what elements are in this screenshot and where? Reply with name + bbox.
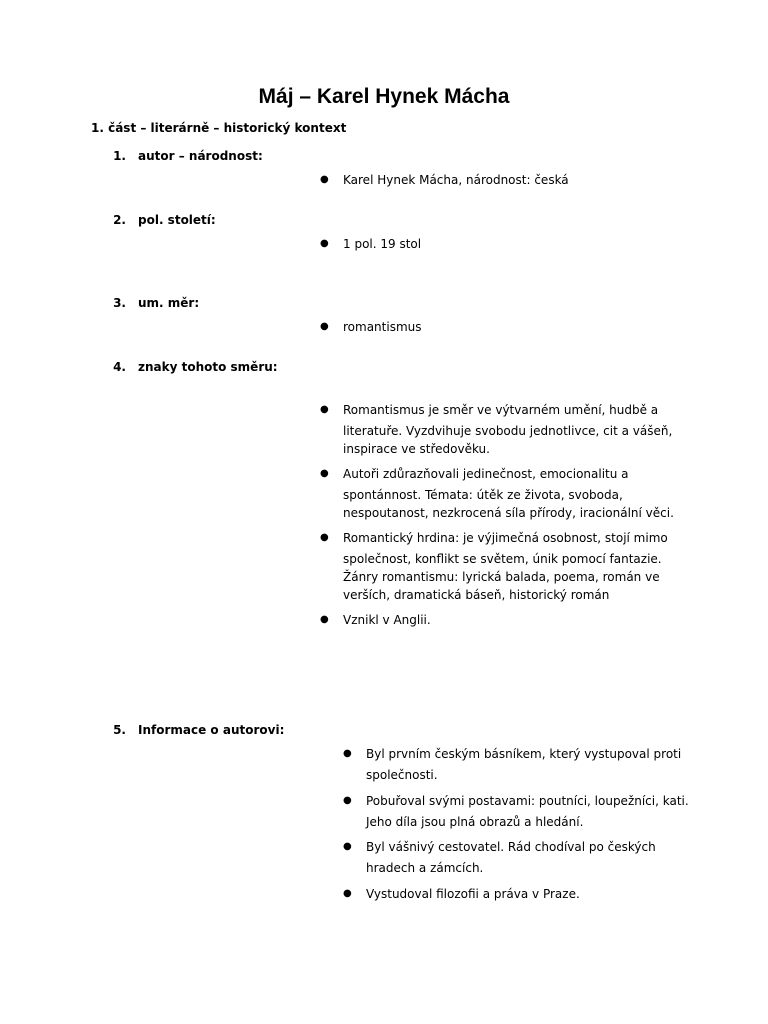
list-item: Vznikl v Anglii. <box>343 613 431 627</box>
section-label: Informace o autorovi: <box>138 723 285 737</box>
part-heading: 1. část – literárně – historický kontext <box>91 121 347 135</box>
bullet-icon: ● <box>320 174 329 185</box>
list-item: 1 pol. 19 stol <box>343 237 422 251</box>
section-number: 4. <box>113 360 126 374</box>
bullet-icon: ● <box>320 468 329 479</box>
bullet-icon: ● <box>320 404 329 415</box>
section-number: 5. <box>113 723 126 737</box>
list-item: Romantismus je směr ve výtvarném umění, hudbě a literatuře. Vyzdvihuje svobodu jednotlivce, cit a vášeň, inspirace ve středověku. <box>343 403 673 456</box>
bullet-icon: ● <box>320 614 329 625</box>
list-item: Karel Hynek Mácha, národnost: česká <box>343 173 569 187</box>
section-label: znaky tohoto směru: <box>138 360 278 374</box>
section-number: 1. <box>113 149 126 163</box>
bullet-icon: ● <box>320 321 329 332</box>
bullet-icon: ● <box>343 888 352 899</box>
list-item: Byl prvním českým básníkem, který vystupoval proti společnosti. <box>366 747 682 782</box>
section-number: 2. <box>113 213 126 227</box>
list-item: Autoři zdůrazňovali jedinečnost, emocionalitu a spontánnost. Témata: útěk ze života, svoboda, nespoutanost, nezkrocená síla přírody, iracionální věci. <box>343 467 674 520</box>
bullet-icon: ● <box>320 238 329 249</box>
list-item: Pobuřoval svými postavami: poutníci, loupežníci, kati. Jeho díla jsou plná obrazů a hledání. <box>366 794 689 829</box>
list-item: Romantický hrdina: je výjimečná osobnost, stojí mimo společnost, konflikt se světem, únik pomocí fantazie. Žánry romantismu: lyrická balada, poema, román ve verších, dramatická báseň, historický román <box>343 531 668 602</box>
bullet-icon: ● <box>343 795 352 806</box>
section-number: 3. <box>113 296 126 310</box>
list-item: Vystudoval filozofii a práva v Praze. <box>366 887 580 901</box>
bullet-icon: ● <box>343 841 352 852</box>
page-title: Máj – Karel Hynek Mácha <box>258 85 510 108</box>
list-item: Byl vášnivý cestovatel. Rád chodíval po českých hradech a zámcích. <box>366 840 656 875</box>
bullet-icon: ● <box>343 748 352 759</box>
list-item: romantismus <box>343 320 422 334</box>
bullet-icon: ● <box>320 532 329 543</box>
section-label: pol. století: <box>138 213 216 227</box>
section-label: um. měr: <box>138 296 200 310</box>
section-label: autor – národnost: <box>138 149 263 163</box>
